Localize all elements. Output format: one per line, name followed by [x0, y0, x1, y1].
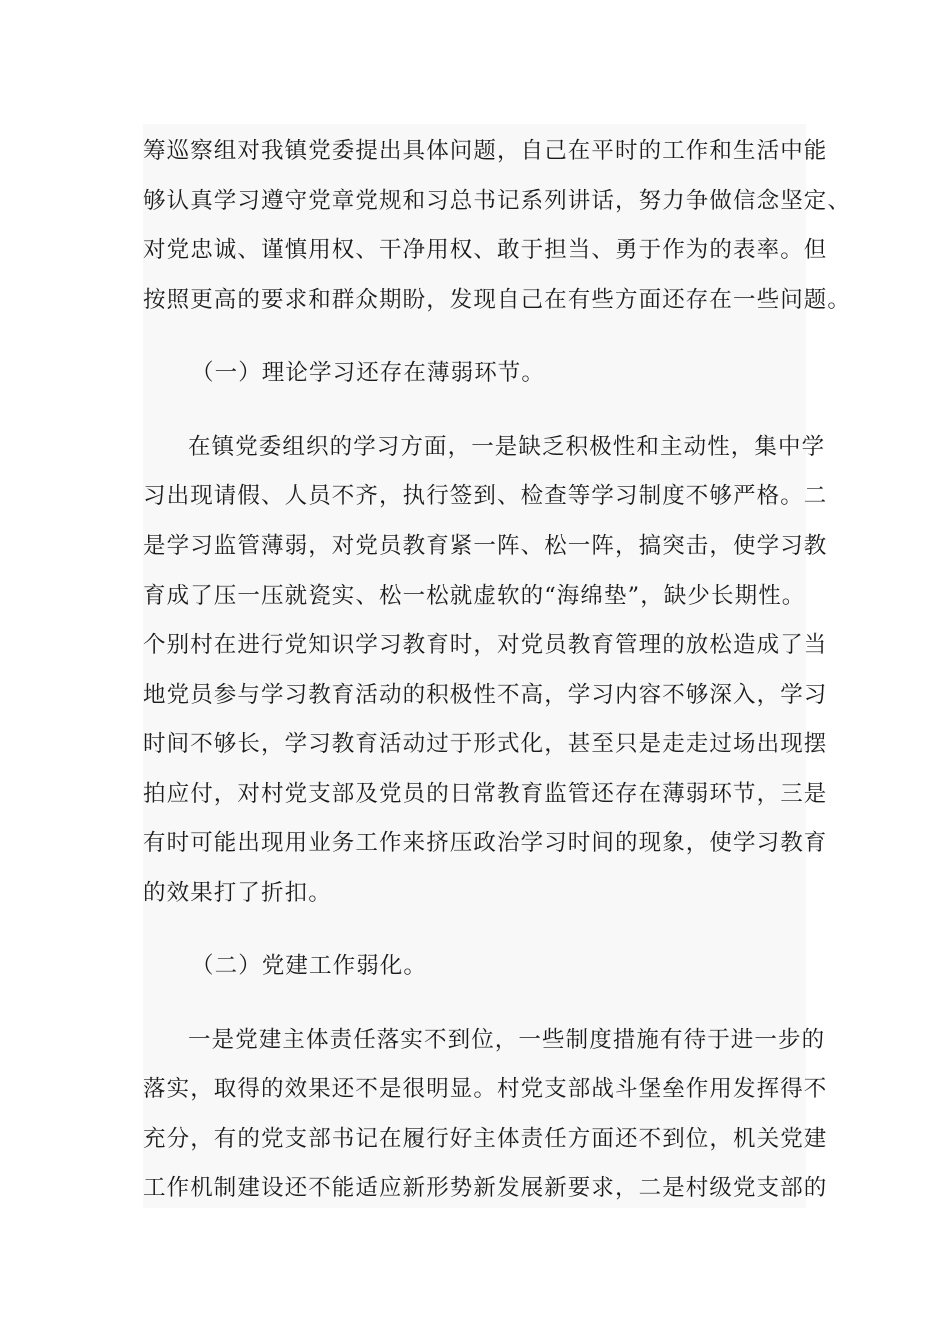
paragraph-line: 育成了压一压就瓷实、松一松就虚软的“海绵垫”，缺少长期性。: [143, 583, 806, 609]
paragraph-line: 筹巡察组对我镇党委提出具体问题，自己在平时的工作和生活中能: [143, 138, 828, 164]
paragraph-line: 一是党建主体责任落实不到位，一些制度措施有待于进一步的: [188, 1027, 826, 1053]
paragraph-line: 充分，有的党支部书记在履行好主体责任方面还不到位，机关党建: [143, 1126, 828, 1152]
paragraph-line: 有时可能出现用业务工作来挤压政治学习时间的现象，使学习教育: [143, 830, 828, 856]
paragraph-line: 个别村在进行党知识学习教育时，对党员教育管理的放松造成了当: [143, 632, 828, 658]
paragraph-line: 拍应付，对村党支部及党员的日常教育监管还存在薄弱环节，三是: [143, 781, 828, 807]
paragraph-line: 在镇党委组织的学习方面，一是缺乏积极性和主动性，集中学: [188, 434, 826, 460]
paragraph-line: 对党忠诚、谨慎用权、干净用权、敢于担当、勇于作为的表率。但: [143, 237, 828, 263]
paragraph-line: 时间不够长，学习教育活动过于形式化，甚至只是走走过场出现摆: [143, 731, 828, 757]
paragraph-line: 是学习监管薄弱，对党员教育紧一阵、松一阵，搞突击，使学习教: [143, 533, 828, 559]
paragraph-line: 的效果打了折扣。: [143, 880, 332, 906]
paragraph-line: 落实，取得的效果还不是很明显。村党支部战斗堡垒作用发挥得不: [143, 1076, 828, 1102]
document-body: [143, 124, 852, 1208]
paragraph-line: 够认真学习遵守党章党规和习总书记系列讲话，努力争做信念坚定、: [143, 188, 852, 214]
paragraph-line: 按照更高的要求和群众期盼，发现自己在有些方面还存在一些问题。: [143, 287, 852, 313]
section-heading: （一）理论学习还存在薄弱环节。: [191, 360, 546, 386]
paragraph-line: 地党员参与学习教育活动的积极性不高，学习内容不够深入，学习: [143, 682, 828, 708]
paragraph-line: 工作机制建设还不能适应新形势新发展新要求，二是村级党支部的: [143, 1175, 828, 1201]
paragraph-line: 习出现请假、人员不齐，执行签到、检查等学习制度不够严格。二: [143, 483, 828, 509]
section-heading: （二）党建工作弱化。: [191, 953, 428, 979]
